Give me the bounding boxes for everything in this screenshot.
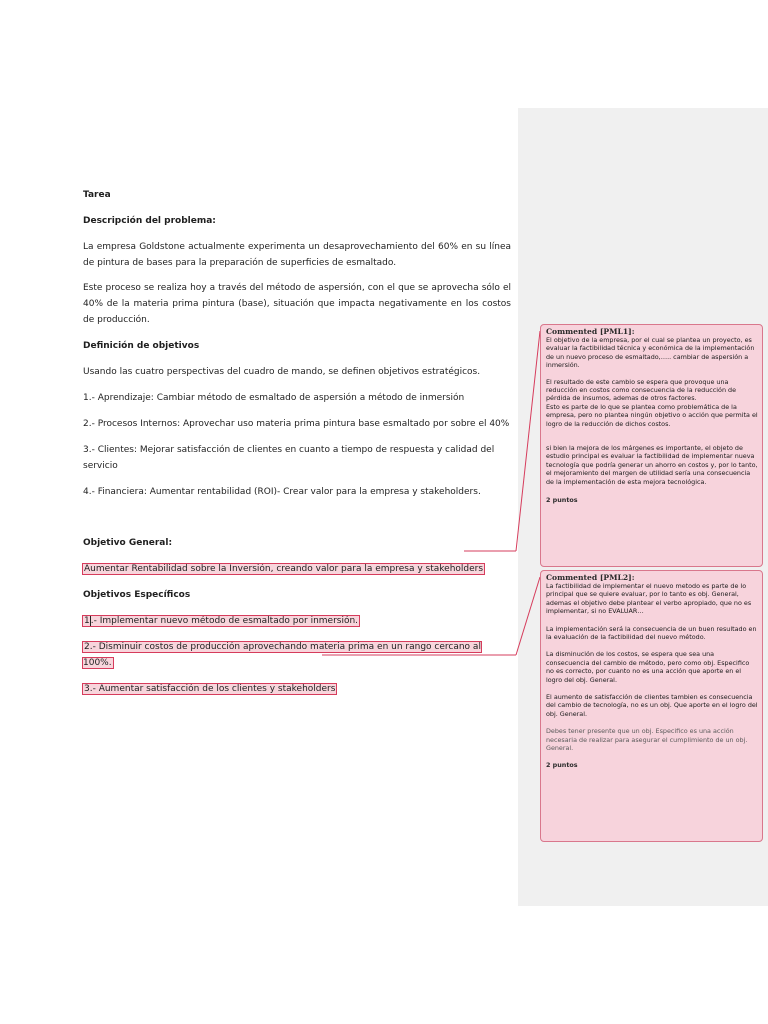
comment-text: Esto es parte de lo que se plantea como problemática de la empresa, pero no plantea ningún objetivo o acción que permita el logro de la reducción de dichos costos. [546, 402, 758, 428]
problem-paragraph-2: Este proceso se realiza hoy a través del método de aspersión, con el que se aprovecha sólo el 40% de la materia prima pintura (base), situación que impacta negativamente en los costos de producción. [83, 283, 511, 325]
specific-objective-3 [83, 681, 511, 697]
comment-text: El aumento de satisfacción de clientes tambien es consecuencia del cambio de tecnología, no es un obj. Que aporte en el logro del obj. General. [546, 693, 758, 718]
specific-objectives-heading: Objetivos Específicos [83, 590, 191, 600]
general-objective-heading: Objetivo General: [83, 538, 173, 548]
perspective-clients: 3.- Clientes: Mejorar satisfacción de clientes en cuanto a tiempo de respuesta y calidad del servicio [83, 445, 495, 471]
comment-points: 2 puntos [546, 496, 578, 505]
problem-heading: Descripción del problema: [83, 216, 216, 226]
comment-text: El objetivo de la empresa, por el cual se plantea un proyecto, es evaluar la factibilidad técnica y económica de la implementación de un nuevo proceso de esmaltado,….. cambiar de aspersión a inmersión. [546, 336, 755, 370]
comment-header: Commented [PML1]: [546, 327, 635, 336]
problem-paragraph-1: La empresa Goldstone actualmente experimenta un desaprovechamiento del 60% en su línea de pintura de bases para la preparación de superficies de esmaltado. [83, 242, 511, 268]
specific-objective-2 [83, 639, 511, 671]
general-objective-line [83, 561, 511, 577]
specific-objective-1-commented-range[interactable] [83, 616, 359, 626]
comment-text: La factibilidad de implementar el nuevo metodo es parte de lo principal que se quiere evaluar, por lo tanto es obj. General, ademas el objetivo debe plantear el verbo apropiado, que no es implementar, si no EVALUAR… [546, 582, 752, 616]
specific-objective-2-commented-range[interactable]: 2.- Disminuir costos de producción aprovechando materia prima en un rango cercano al 100%. [83, 642, 481, 668]
comment-text: si bien la mejora de los márgenes es importante, el objeto de estudio principal es evaluar la factibilidad de implementar nueva tecnología que podría generar un ahorro en costos y, por lo tanto, el mejoramiento del margen de utilidad sería una consecuencia de la implementación de esta mejora tecnológica. [546, 444, 758, 486]
comment-text: Debes tener presente que un obj. Especifico es una acción necesaria de realizar para asegurar el cumplimiento de un obj. General. [546, 727, 748, 753]
comment-points: 2 puntos [546, 760, 578, 769]
comment-text: La implementación será la consecuencia de un buen resultado en la evaluación de la factibilidad del nuevo método. [546, 624, 757, 642]
objectives-intro: Usando las cuatro perspectivas del cuadro de mando, se definen objetivos estratégicos. [83, 367, 481, 377]
perspective-internal-processes: 2.- Procesos Internos: Aprovechar uso materia prima pintura base esmaltado por sobre el 40% [83, 419, 510, 429]
specific-objective-1-number: 1 [84, 616, 90, 626]
doc-heading: Tarea [83, 190, 111, 200]
comment-text: La disminución de los costos, se espera que sea una consecuencia del cambio de método, pero como obj. Especifico no es correcto, por cuanto no es una acción que aporte en el logro del obj. General. [546, 650, 750, 684]
comment-header: Commented [PML2]: [546, 573, 635, 582]
specific-objective-1 [83, 613, 511, 629]
objectives-heading: Definición de objetivos [83, 341, 200, 351]
perspective-financial: 4.- Financiera: Aumentar rentabilidad (ROI)- Crear valor para la empresa y stakeholders. [83, 487, 481, 497]
perspective-learning: 1.- Aprendizaje: Cambiar método de esmaltado de aspersión a método de inmersión [83, 393, 465, 403]
comment-bubble-pml1[interactable] [540, 324, 763, 567]
general-objective-commented-range[interactable]: Aumentar Rentabilidad sobre la Inversión, creando valor para la empresa y stakeholders [84, 564, 484, 574]
document-body[interactable] [83, 187, 511, 697]
specific-objective-3-commented-range[interactable]: 3.- Aumentar satisfacción de los clientes y stakeholders [84, 684, 336, 694]
comment-bubble-pml2[interactable] [540, 570, 763, 842]
specific-objective-1-text: .- Implementar nuevo método de esmaltado por inmersión. [90, 616, 359, 626]
comment-text: El resultado de este cambio se espera que provoque una reducción en costos como consecuencia de la reducción de pérdida de insumos, ademas de otros factores. [546, 377, 737, 403]
